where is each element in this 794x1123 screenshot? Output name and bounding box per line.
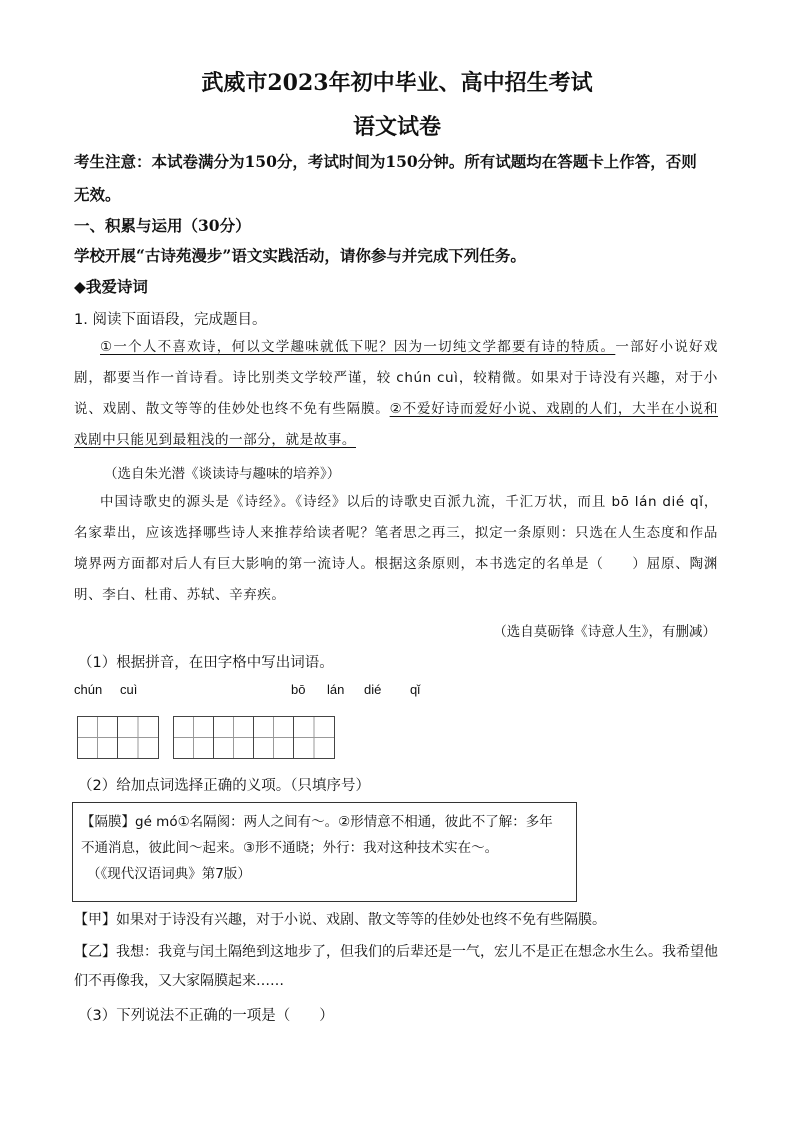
passage-1-sentence-2: 一部好小说好戏剧，都要当作一首诗看。诗比别类文学较严谨，较 chún cuì，较精微。如果对于诗没有兴趣，对于小说、戏剧、散文等等的佳妙处也终不免有些隔膜。 [74,339,718,417]
answer-grid-a[interactable] [77,716,159,759]
dictionary-line-1: 【隔膜】gé mó①名隔阂：两人之间有～。②形情意不相通，彼此不了解：多年 [81,814,553,830]
pinyin-bo: bō [291,682,306,697]
grid-cell[interactable] [78,717,118,758]
part-1-stem: （1）根据拼音，在田字格中写出词语。 [78,655,334,671]
pinyin-qi: qǐ [410,682,421,697]
dictionary-line-2: 不通消息，彼此间～起来。③形不通晓；外行：我对这种技术实在～。 [81,840,499,856]
notice-line-2: 无效。 [74,185,121,204]
section-intro: 学校开展“古诗苑漫步”语文实践活动，请你参与并完成下列任务。 [74,246,526,265]
dictionary-entry-box [72,802,577,902]
notice-line-1: 考生注意：本试卷满分为150分，考试时间为150分钟。所有试题均在答题卡上作答，否则 [74,152,697,171]
pinyin-chun: chún [74,682,103,697]
part-3-stem: （3）下列说法不正确的一项是（ ） [78,1008,334,1024]
part-2-stem: （2）给加点词选择正确的义项。（只填序号） [78,778,370,794]
section-sub-heading: ◆我爱诗词 [74,277,148,296]
pinyin-die: dié [364,682,382,697]
passage-1 [74,332,718,456]
exam-title: 武威市2023年初中毕业、高中招生考试 [201,70,593,96]
pinyin-lan: lán [327,682,345,697]
passage-1-sentence-3: ②不爱好诗而爱好小说、戏剧的人们，大半在小说和戏剧中只能见到最粗浅的一部分，就是故事。 [74,401,719,448]
dictionary-source: （《现代汉语词典》第7版） [87,866,251,882]
sentence-yi: 【乙】我想：我竟与闰土隔绝到这地步了，但我们的后辈还是一气，宏儿不是正在想念水生么。我希望他们不再像我，又大家隔膜起来…… [74,944,718,989]
grid-cell[interactable] [294,717,334,758]
answer-grid-b[interactable] [173,716,335,759]
passage-2-source: （选自莫砺锋《诗意人生》，有删减） [493,624,716,640]
question-1-stem: 1. 阅读下面语段，完成题目。 [74,312,267,328]
pinyin-cui: cuì [120,682,138,697]
exam-subtitle: 语文试卷 [352,114,441,140]
grid-cell[interactable] [214,717,254,758]
sentence-jia: 【甲】如果对于诗没有兴趣，对于小说、戏剧、散文等等的佳妙处也终不免有些隔膜。 [74,912,606,928]
grid-cell[interactable] [174,717,214,758]
grid-cell[interactable] [254,717,294,758]
passage-1-source: （选自朱光潜《谈读诗与趣味的培养》） [104,466,341,482]
passage-1-sentence-1: ①一个人不喜欢诗，何以文学趣味就低下呢？因为一切纯文学都要有诗的特质。 [100,339,616,355]
section-heading: 一、积累与运用（30分） [74,216,251,235]
passage-2: 中国诗歌史的源头是《诗经》。《诗经》以后的诗歌史百派九流，千汇万状，而且 bō lán dié qǐ，名家辈出，应该选择哪些诗人来推荐给读者呢？笔者思之再三，拟定一条原则：只选在人生态度和作品境界两方面都对后人有巨大影响的第一流诗人。根据这条原则，本书选定的名单是（ ）屈原、陶渊明、李白、杜甫、苏轼、辛弃疾。 [74,494,718,603]
grid-cell[interactable] [118,717,158,758]
